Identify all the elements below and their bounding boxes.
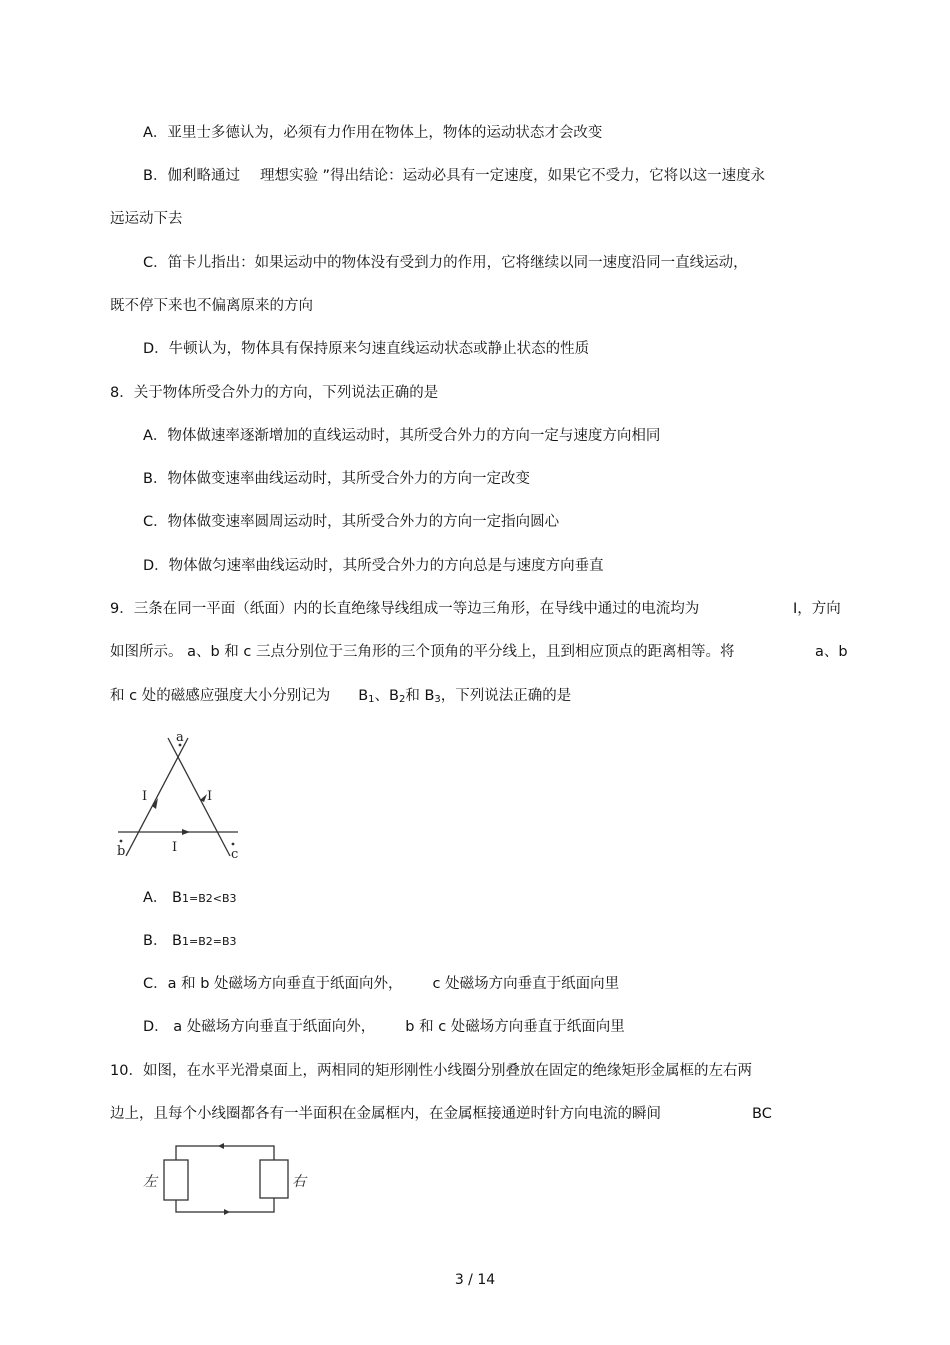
q9-option-a-part3: 2<B: [205, 892, 230, 905]
q9-option-d-part2: b 和 c 处磁场方向垂直于纸面向里: [405, 1019, 625, 1035]
q8-option-b: B．物体做变速率曲线运动时，其所受合外力的方向一定改变: [143, 471, 530, 487]
q9-option-d-part1: D． a 处磁场方向垂直于纸面向外，: [143, 1019, 376, 1035]
q9-option-a-part4: 3: [229, 892, 237, 905]
q9-stem-line3-text: 和 c 处的磁感应强度大小分别记为: [110, 688, 331, 704]
q7-option-a: A．亚里士多德认为，必须有力作用在物体上，物体的运动状态才会改变: [143, 125, 603, 141]
q10-stem-line2: 边上，且每个小线圈都各有一半面积在金属框内，在金属框接通逆时针方向电流的瞬间: [110, 1106, 661, 1122]
q9-option-b: [143, 931, 237, 952]
q9-option-d: [143, 1017, 625, 1037]
q8-stem: 8．关于物体所受合外力的方向，下列说法正确的是: [110, 385, 439, 401]
q9-label-b: b: [117, 844, 126, 859]
q9-stem-line1-end: I，方向: [793, 601, 841, 617]
q9-label-a: a: [176, 730, 184, 745]
q10-top-arrow: [218, 1143, 224, 1149]
q9-left-wire: [126, 738, 188, 856]
q7-option-b-line1: [143, 166, 765, 186]
q9-option-b-part3: 2=B: [205, 935, 230, 948]
q9-triangle-figure: [108, 728, 253, 868]
q9-option-a-part1: A． B: [143, 890, 182, 906]
q10-bottom-arrow: [224, 1209, 230, 1215]
q9-option-c-part1: C．a 和 b 处磁场方向垂直于纸面向外，: [143, 976, 403, 992]
q9-option-a: [143, 888, 237, 909]
q9-b-symbol-2: 、B: [374, 688, 399, 704]
q10-label-right: 右: [292, 1174, 306, 1190]
q8-option-d: D．物体做匀速率曲线运动时，其所受合外力的方向总是与速度方向垂直: [143, 558, 604, 574]
q9-option-b-part4: 3: [229, 935, 237, 948]
q9-label-i-right: I: [207, 789, 213, 804]
q9-b-symbol-3: 和 B: [405, 688, 435, 704]
q9-stem-line3-end: ，下列说法正确的是: [440, 688, 572, 704]
q9-sub3: 3: [434, 694, 441, 705]
q9-option-b-part2: 1=B: [182, 935, 206, 948]
q9-sub2: 2: [398, 694, 406, 705]
q7-option-b-line2: 远运动下去: [110, 211, 183, 227]
q9-point-b: [120, 840, 123, 843]
q9-option-c-part2: c 处磁场方向垂直于纸面向里: [432, 976, 620, 992]
q9-bottom-arrow: [182, 829, 190, 835]
q10-metal-frame: [176, 1146, 274, 1212]
q10-frame-figure: [138, 1138, 313, 1220]
q9-stem-line1-text: 9．三条在同一平面（纸面）内的长直绝缘导线组成一等边三角形，在导线中通过的电流均为: [110, 601, 700, 617]
q9-option-b-part1: B． B: [143, 933, 183, 949]
q7-option-b-part2: 理想实验 ”得出结论：运动必具有一定速度，如果它不受力，它将以这一速度永: [259, 168, 766, 184]
q9-label-i-bottom: I: [172, 840, 178, 855]
q9-point-c: [232, 843, 235, 846]
q10-right-coil: [260, 1160, 288, 1198]
q10-left-coil: [164, 1160, 188, 1200]
q9-stem-line3: [110, 686, 571, 710]
q7-option-b-part1: B．伽利略通过: [143, 168, 240, 184]
q7-option-c-line1: C．笛卡儿指出：如果运动中的物体没有受到力的作用，它将继续以同一速度沿同一直线运动，: [143, 255, 748, 271]
q8-option-a: A．物体做速率逐渐增加的直线运动时，其所受合外力的方向一定与速度方向相同: [143, 428, 661, 444]
q9-stem-line2: 如图所示。 a、b 和 c 三点分别位于三角形的三个顶角的平分线上，且到相应顶点的距离相等。将: [110, 644, 735, 660]
q9-stem-line1: [110, 599, 699, 619]
q9-label-i-left: I: [142, 789, 148, 804]
page-number: 3 / 14: [454, 1272, 496, 1288]
q8-option-c: C．物体做变速率圆周运动时，其所受合外力的方向一定指向圆心: [143, 514, 560, 530]
q9-option-c: [143, 974, 619, 994]
q9-stem-line2-end: a、b: [815, 644, 848, 660]
q10-label-left: 左: [143, 1174, 157, 1190]
q7-option-c-line2: 既不停下来也不偏离原来的方向: [110, 298, 313, 314]
q9-right-wire: [168, 738, 230, 856]
q10-stem-line1: 10．如图，在水平光滑桌面上，两相同的矩形刚性小线圈分别叠放在固定的绝缘矩形金属框的左右两: [110, 1063, 752, 1079]
q9-option-a-part2: 1=B: [181, 892, 206, 905]
q9-b-symbol: B: [358, 688, 369, 704]
q9-sub1: 1: [368, 694, 375, 705]
q7-option-d: D．牛顿认为，物体具有保持原来匀速直线运动状态或静止状态的性质: [143, 341, 590, 357]
q9-label-c: c: [231, 847, 239, 862]
q10-answer: BC: [752, 1106, 772, 1122]
